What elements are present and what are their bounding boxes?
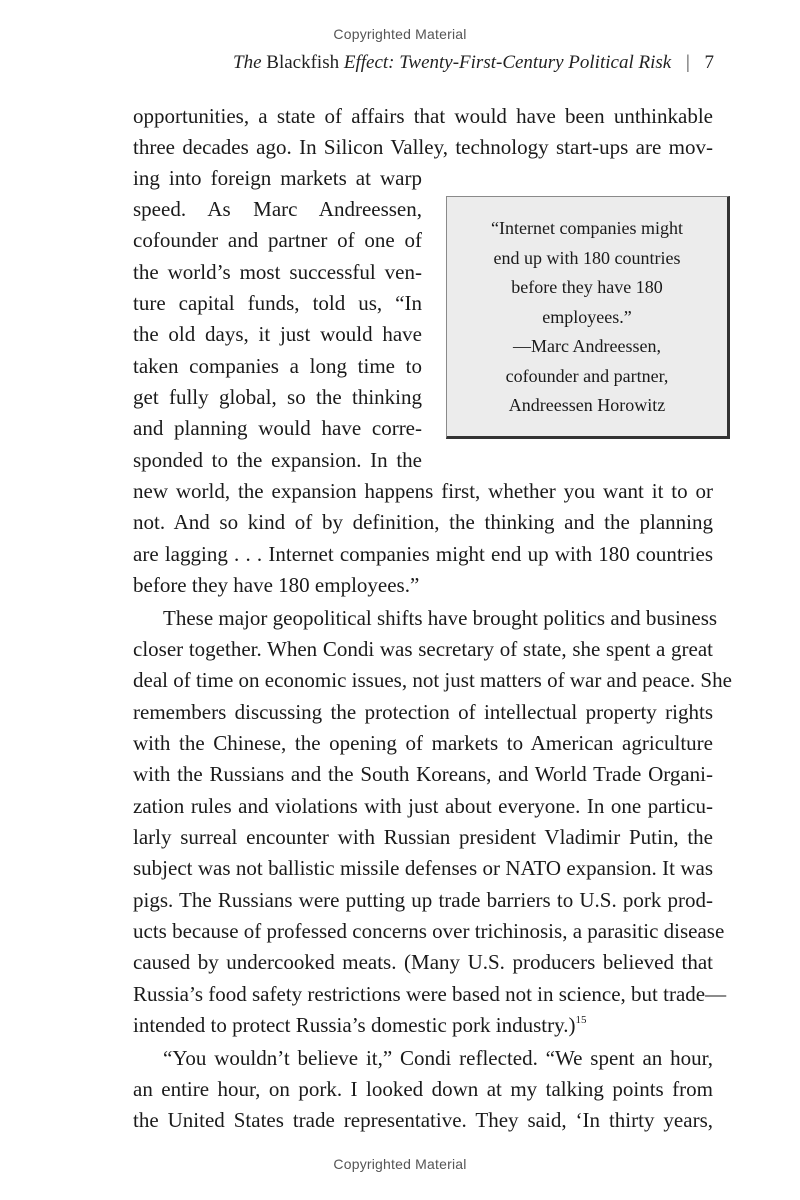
body-line: sponded to the expansion. In the — [133, 448, 422, 472]
body-line: an entire hour, on pork. I looked down at my talking points from — [133, 1077, 713, 1101]
body-line: closer together. When Condi was secretary of state, she spent a great — [133, 637, 713, 661]
pull-quote-attribution: —Marc Andreessen, — [513, 336, 661, 356]
pull-quote-line: end up with 180 countries — [493, 247, 681, 268]
body-line: the United States trade representative. They said, ‘In thirty years, — [133, 1108, 713, 1132]
body-line: and planning would have corre- — [133, 416, 422, 440]
pull-quote-line: “Internet companies might — [491, 218, 683, 238]
body-line-with-footnote — [133, 1009, 713, 1041]
body-line: ing into foreign markets at warp — [133, 166, 422, 190]
footnote-reference[interactable]: 15 — [575, 1014, 587, 1026]
body-line-text: intended to protect Russia’s domestic pork industry.) — [133, 1013, 576, 1037]
body-line: Russia’s food safety restrictions were based not in science, but trade— — [133, 982, 727, 1006]
pull-quote-attribution: Andreessen Horowitz — [508, 395, 666, 415]
body-line: with the Russians and the South Koreans, and World Trade Organi- — [133, 762, 713, 786]
copyright-watermark-top: Copyrighted Material — [333, 26, 467, 42]
body-line: ture capital funds, told us, “In — [133, 291, 422, 315]
page-number: 7 — [704, 52, 714, 73]
body-line: deal of time on economic issues, not just matters of war and peace. She — [133, 668, 732, 692]
body-line: pigs. The Russians were putting up trade barriers to U.S. pork prod- — [133, 888, 713, 912]
body-line: These major geopolitical shifts have brought politics and business — [163, 606, 718, 630]
body-line: get fully global, so the thinking — [133, 385, 422, 409]
copyright-watermark-bottom: Copyrighted Material — [333, 1156, 467, 1172]
pull-quote-line: employees.” — [542, 306, 632, 327]
body-line: subject was not ballistic missile defenses or NATO expansion. It was — [133, 856, 713, 880]
body-line: with the Chinese, the opening of markets to American agriculture — [133, 731, 713, 755]
body-line: ucts because of professed concerns over trichinosis, a parasitic disease — [133, 919, 725, 943]
running-head-the: The — [233, 52, 262, 73]
pull-quote-box — [446, 196, 730, 439]
body-line: are lagging . . . Internet companies might end up with 180 countries — [133, 542, 713, 566]
body-line: before they have 180 employees.” — [133, 573, 420, 597]
pull-quote-line: before they have 180 — [511, 277, 663, 297]
body-line: zation rules and violations with just about everyone. In one particu- — [133, 794, 713, 818]
running-head-separator: | — [685, 52, 690, 73]
body-line: larly surreal encounter with Russian president Vladimir Putin, the — [133, 825, 713, 849]
body-line: remembers discussing the protection of intellectual property rights — [133, 700, 713, 724]
body-line: the old days, it just would have — [133, 322, 422, 346]
body-line: taken companies a long time to — [133, 354, 422, 378]
body-line: caused by undercooked meats. (Many U.S. producers believed that — [133, 950, 713, 974]
body-line: three decades ago. In Silicon Valley, technology start-ups are mov- — [133, 135, 713, 159]
running-head — [233, 52, 714, 74]
body-line: speed. As Marc Andreessen, — [133, 197, 422, 221]
body-line: “You wouldn’t believe it,” Condi reflected. “We spent an hour, — [163, 1046, 713, 1070]
running-head-blackfish: Blackfish — [266, 52, 340, 73]
body-line: not. And so kind of by definition, the thinking and the planning — [133, 510, 713, 534]
body-line: opportunities, a state of affairs that would have been unthinkable — [133, 104, 713, 128]
running-head-subtitle: Effect: Twenty-First-Century Political Risk — [343, 52, 672, 73]
body-line: cofounder and partner of one of — [133, 228, 422, 252]
pull-quote-attribution: cofounder and partner, — [505, 365, 669, 386]
body-line: the world’s most successful ven- — [133, 260, 422, 284]
body-line: new world, the expansion happens first, whether you want it to or — [133, 479, 713, 503]
